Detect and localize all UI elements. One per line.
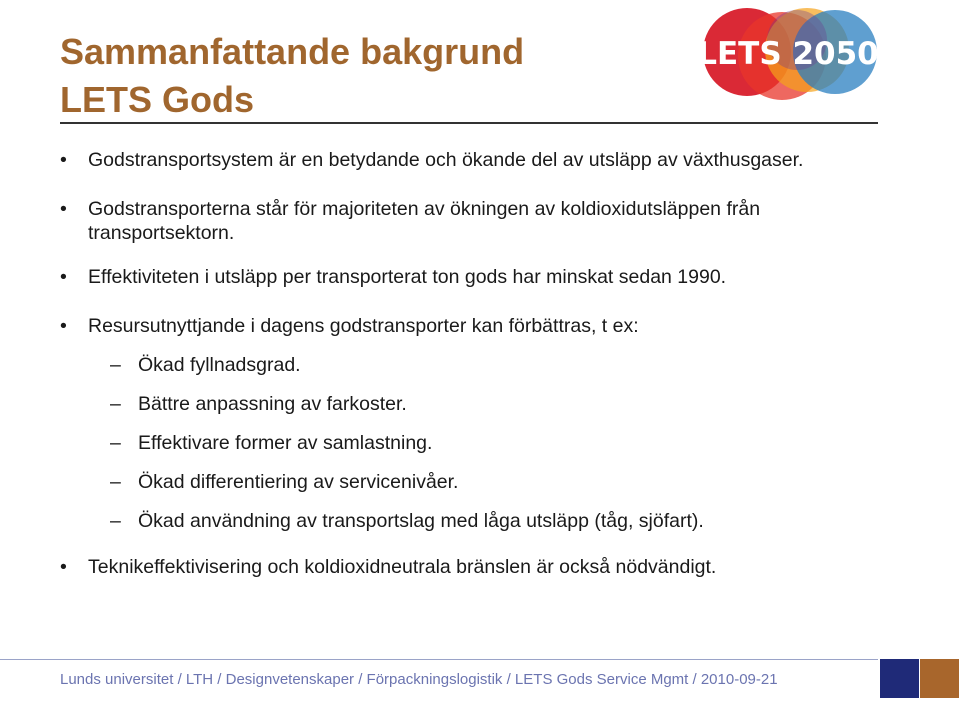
title-divider <box>60 122 878 124</box>
bullet-marker: • <box>60 198 67 220</box>
bullet-item <box>60 555 900 579</box>
sub-bullet-text: Ökad användning av transportslag med låga utsläpp (tåg, sjöfart). <box>138 510 704 532</box>
sub-bullet-text: Ökad differentiering av servicenivåer. <box>138 471 459 493</box>
sub-bullet-marker: – <box>110 510 121 532</box>
sub-bullet-item <box>60 431 900 455</box>
sub-bullet-text: Bättre anpassning av farkoster. <box>138 393 407 415</box>
sub-bullet-text: Effektivare former av samlastning. <box>138 432 433 454</box>
sub-bullet-marker: – <box>110 354 121 376</box>
bullet-text: Godstransportsystem är en betydande och ökande del av utsläpp av växthusgaser. <box>88 149 804 171</box>
sub-bullet-item <box>60 392 900 416</box>
logo-text: LETS 2050 <box>697 36 879 72</box>
sub-bullet-text: Ökad fyllnadsgrad. <box>138 354 301 376</box>
bullet-text: Teknikeffektivisering och koldioxidneutrala bränslen är också nödvändigt. <box>88 556 717 578</box>
bullet-text: Godstransporterna står för majoriteten av ökningen av koldioxidutsläppen från transportsektorn. <box>88 198 761 244</box>
slide-title <box>60 28 524 124</box>
bullet-marker: • <box>60 556 67 578</box>
footer-divider <box>0 659 878 660</box>
title-line-1: Sammanfattande bakgrund <box>60 31 525 72</box>
sub-bullet-item <box>60 509 900 533</box>
bullet-item <box>60 148 900 172</box>
sub-bullet-item <box>60 470 900 494</box>
bullet-item <box>60 314 900 338</box>
bullet-item <box>60 197 900 245</box>
sub-bullet-item <box>60 353 900 377</box>
bullet-item <box>60 265 900 289</box>
bullet-marker: • <box>60 315 67 337</box>
sub-bullet-marker: – <box>110 471 121 493</box>
sub-bullet-marker: – <box>110 432 121 454</box>
bullet-marker: • <box>60 149 67 171</box>
bullet-text: Resursutnyttjande i dagens godstransporter kan förbättras, t ex: <box>88 315 639 337</box>
footer-text: Lunds universitet / LTH / Designvetenskaper / Förpackningslogistik / LETS Gods Service Mgmt / 2010-09-21 <box>60 671 778 688</box>
footer-brown-square <box>920 659 959 698</box>
lets-2050-logo <box>697 0 879 106</box>
sub-bullet-marker: – <box>110 393 121 415</box>
footer-blue-square <box>880 659 919 698</box>
bullet-list <box>60 148 900 579</box>
bullet-marker: • <box>60 266 67 288</box>
bullet-text: Effektiviteten i utsläpp per transporterat ton gods har minskat sedan 1990. <box>88 266 727 288</box>
title-line-2: LETS Gods <box>60 79 255 120</box>
